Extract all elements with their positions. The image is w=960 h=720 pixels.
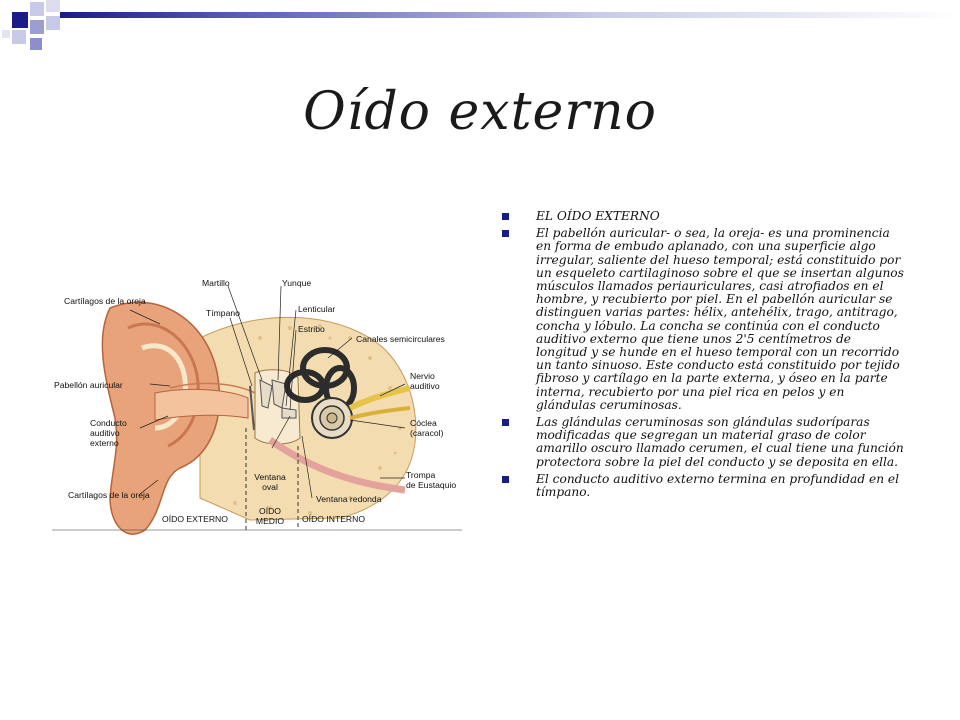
label-coclea-1: Cóclea	[410, 418, 437, 428]
label-conducto-1: Conducto	[90, 418, 127, 428]
square-bullet-icon	[502, 476, 509, 483]
label-oido-interno: OÍDO INTERNO	[302, 514, 366, 524]
label-conducto-3: externo	[90, 438, 119, 448]
ear-illustration	[50, 268, 464, 544]
label-pabellon: Pabellón auricular	[54, 380, 123, 390]
label-ventana-redonda: Ventana redonda	[316, 494, 382, 504]
label-trompa-2: de Eustaquio	[406, 480, 457, 490]
label-ventana-oval-1: Ventana	[254, 472, 286, 482]
bullet-item	[496, 227, 904, 412]
deco-square	[12, 12, 28, 28]
label-nervio-1: Nervio	[410, 371, 435, 381]
label-martillo: Martillo	[202, 278, 230, 288]
deco-square	[12, 30, 26, 44]
corner-decoration	[0, 0, 80, 60]
label-canales: Canales semicirculares	[356, 334, 445, 344]
bullet-text: El pabellón auricular- o sea, la oreja- es una prominencia en forma de embudo aplanado, con una superficie algo irregular, saliente del hueso temporal; está constituido por un esqueleto cartilaginoso sobre el que se insertan algunos músculos llamados periauriculares, casi atrofiados en el hombre, y recubierto por piel. En el pabellón auricular se distinguen varias partes: hélix, antehélix, trago, antitrago, concha y lóbulo. La concha se continúa con el conducto auditivo externo que tiene unos 2'5 centímetros de longitud y se hunde en el hueso temporal con un recorrido un tanto sinuoso. Este conducto está constituido por tejido fibroso y cartílago en la parte externa, y óseo en la parte interna, recubierto por una piel rica en pelos y en glándulas ceruminosas.	[536, 226, 904, 412]
label-estribo: Estribo	[298, 324, 325, 334]
label-oido-medio-1: OÍDO	[259, 506, 281, 516]
square-bullet-icon	[502, 230, 509, 237]
bullet-text: Las glándulas ceruminosas son glándulas sudoríparas modificadas que segregan un material graso de color amarillo oscuro llamado cerumen, el cual tiene una función protectora sobre la piel del conducto y se deposita en ella.	[536, 415, 904, 469]
deco-square	[30, 20, 44, 34]
top-gradient-line	[60, 12, 960, 18]
label-cartilagos-top: Cartílagos de la oreja	[64, 296, 146, 306]
deco-square	[30, 2, 44, 16]
label-yunque: Yunque	[282, 278, 312, 288]
bullet-list	[496, 210, 904, 499]
deco-square	[30, 38, 42, 50]
label-lenticular: Lenticular	[298, 304, 336, 314]
bullet-item	[496, 210, 904, 223]
label-cartilagos-bottom: Cartílagos de la oreja	[68, 490, 150, 500]
label-trompa-1: Trompa	[406, 470, 436, 480]
label-oido-medio-2: MEDIO	[255, 516, 285, 526]
square-bullet-icon	[502, 419, 509, 426]
slide-body	[496, 210, 904, 503]
deco-square	[46, 16, 60, 30]
square-bullet-icon	[502, 213, 509, 220]
label-nervio-2: auditivo	[410, 381, 440, 391]
label-ventana-oval-2: oval	[262, 482, 278, 492]
slide-title: Oído externo	[303, 82, 657, 142]
bullet-text: EL OÍDO EXTERNO	[536, 209, 660, 223]
label-coclea-2: (caracol)	[410, 428, 444, 438]
deco-square	[2, 30, 10, 38]
deco-square	[46, 0, 60, 12]
label-conducto-2: auditivo	[90, 428, 120, 438]
label-timpano: Tímpano	[206, 308, 240, 318]
bullet-item	[496, 473, 904, 499]
bullet-item	[496, 416, 904, 469]
ear-anatomy-diagram	[50, 268, 464, 544]
label-oido-externo: OÍDO EXTERNO	[162, 514, 228, 524]
bullet-text: El conducto auditivo externo termina en profundidad en el tímpano.	[536, 471, 900, 500]
